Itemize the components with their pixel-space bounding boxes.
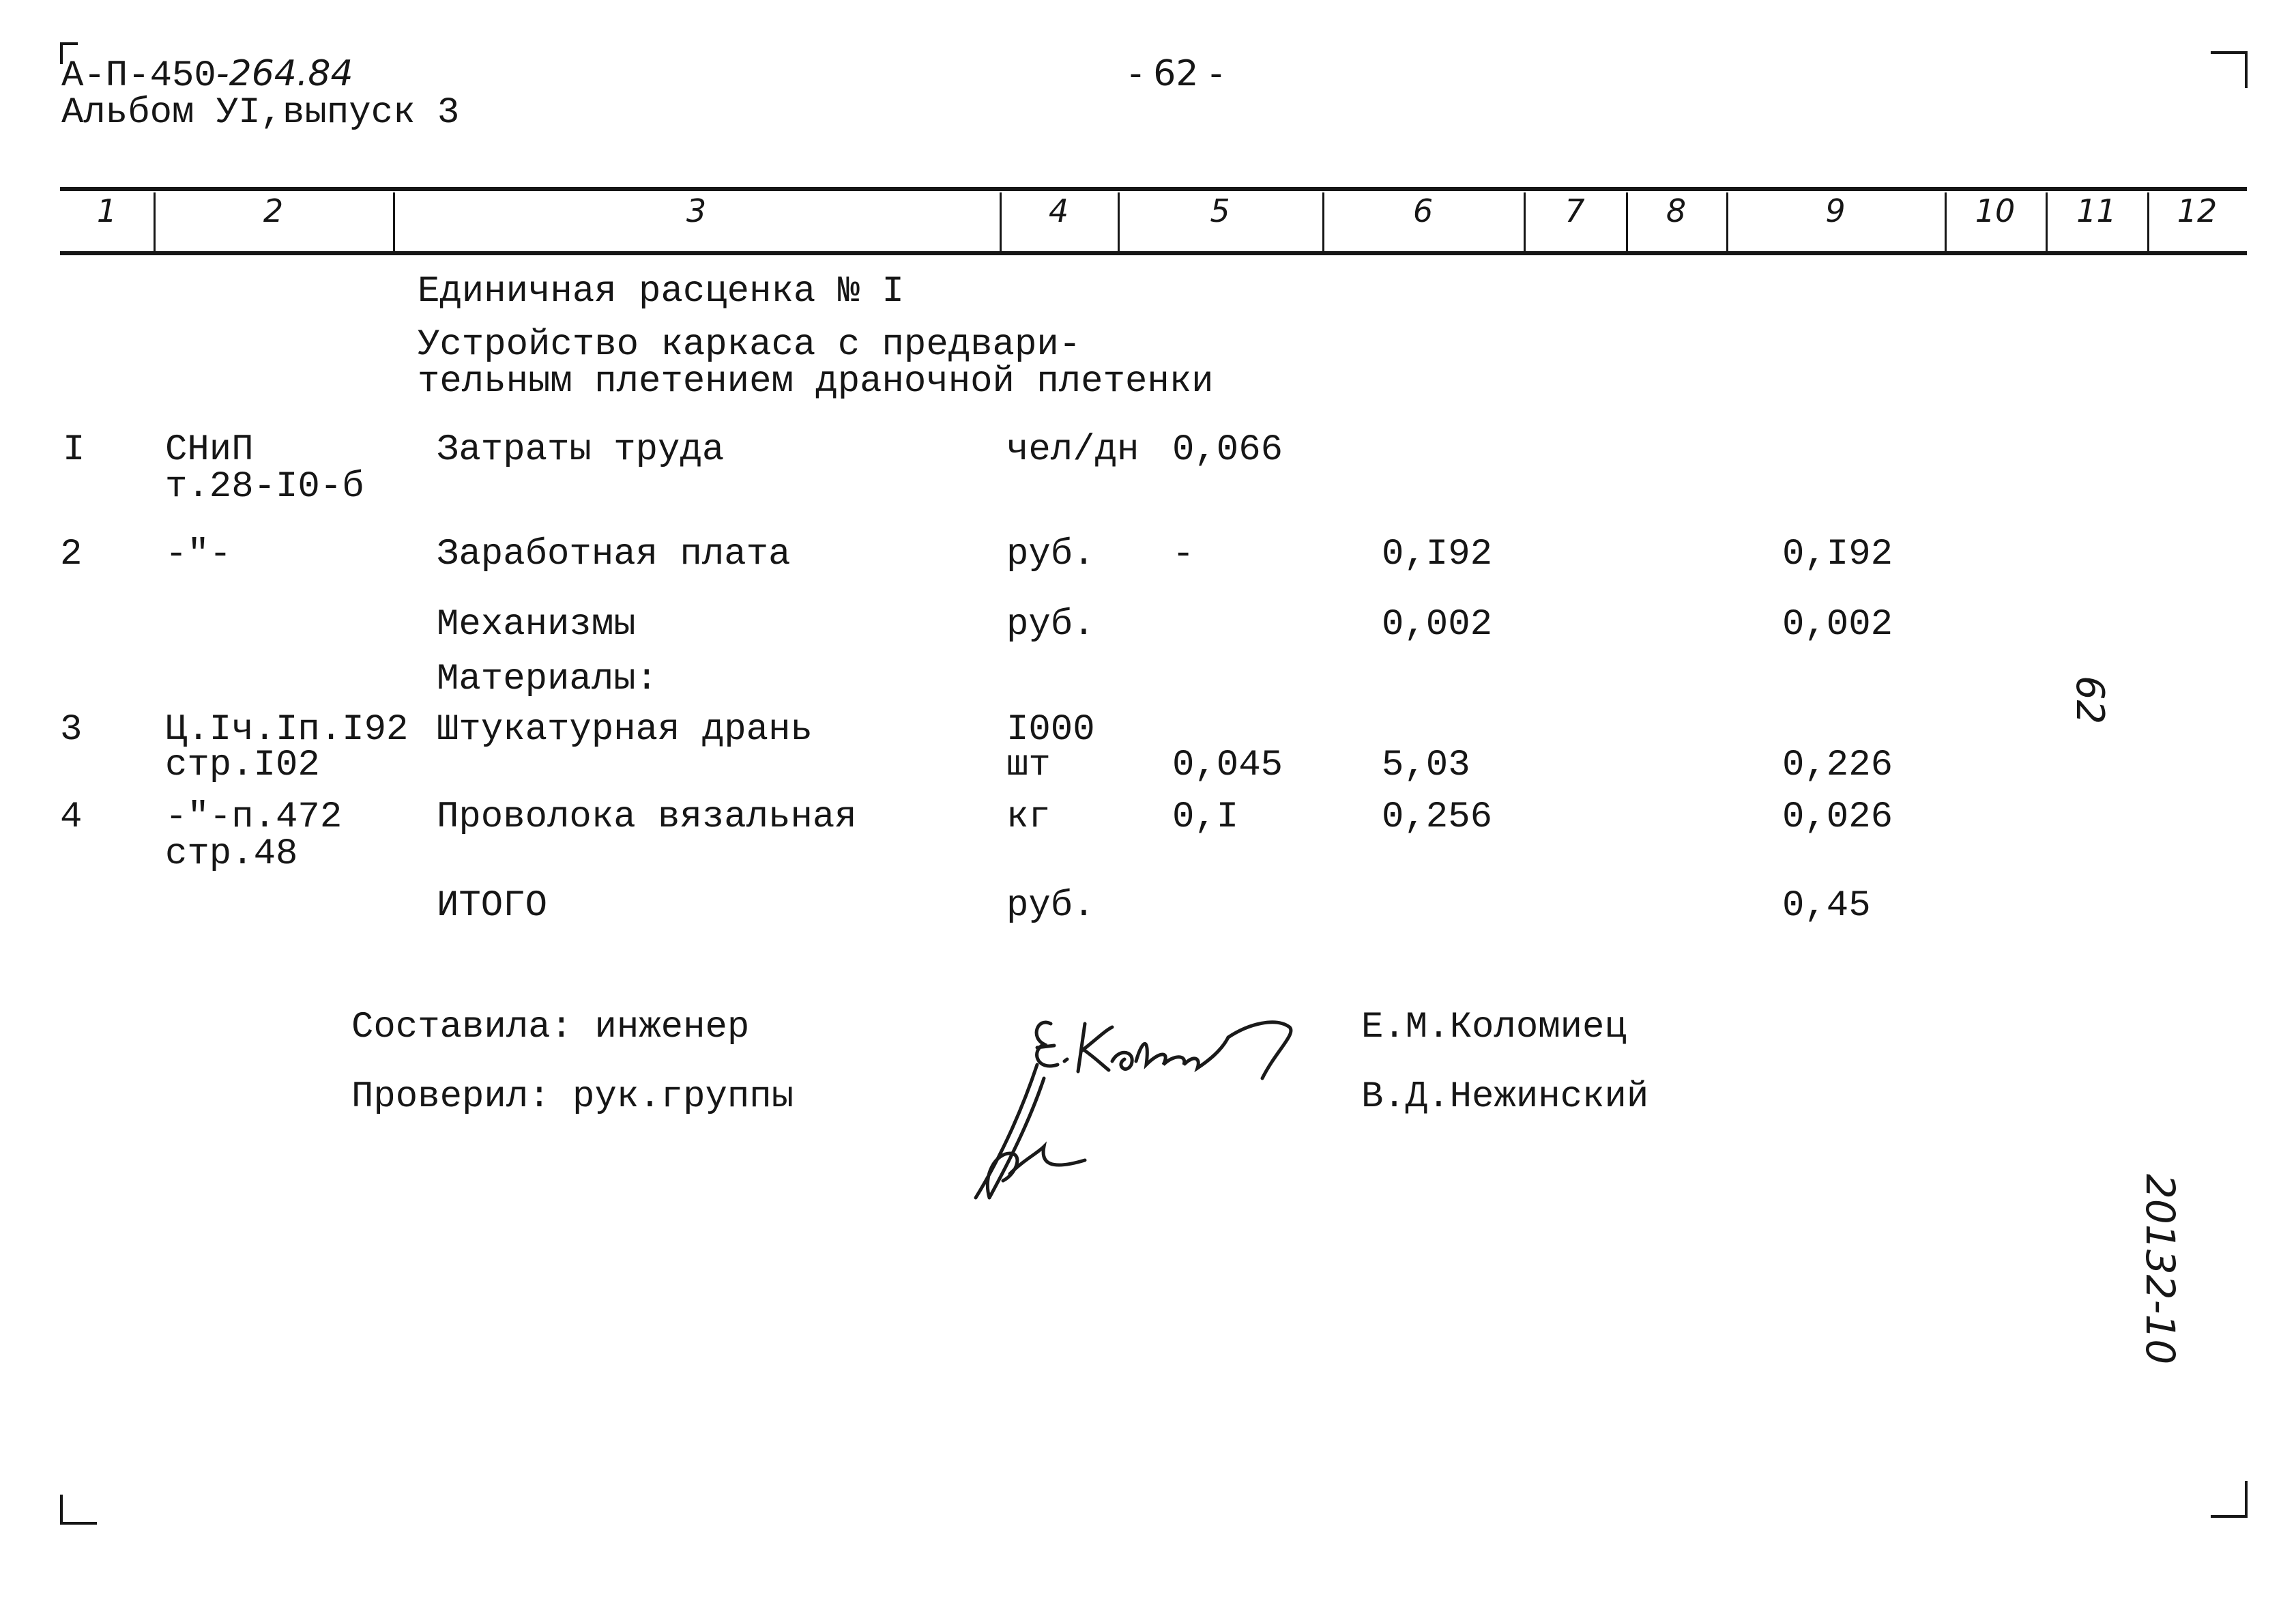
row-unit-line2: шт [1006,745,1051,786]
column-number: 5 [1210,192,1230,229]
column-number: 2 [263,192,284,229]
row-quantity: 0,I [1172,796,1239,838]
row-unit: руб. [1006,534,1095,575]
column-number: 12 [2177,192,2218,229]
document-code-handwritten: -264.84 [216,53,353,94]
column-number: 10 [1975,192,2016,229]
section-title: Единичная расценка № I [418,271,904,313]
section-subtitle-line2: тельным плетением драночной плетенки [418,361,1214,403]
row-reference: Ц.Iч.Iп.I92 [165,709,409,751]
column-number: 3 [686,192,707,229]
corner-mark-bottom-left [60,1495,97,1525]
column-number: 11 [2076,192,2117,229]
column-number: 1 [96,192,117,229]
row-unit: кг [1006,796,1051,838]
corner-mark-top-right [2211,51,2248,88]
document-code-typed: А-П-450 [61,55,216,97]
column-number: 4 [1048,192,1069,229]
row-total: 0,I92 [1782,534,1893,575]
row-name: Заработная плата [437,534,791,575]
album-label: Альбом УI,выпуск 3 [61,92,460,134]
row-name: ИТОГО [437,885,548,927]
row-reference: СНиП [165,429,254,471]
corner-mark-bottom-right [2211,1481,2248,1518]
row-price: 0,I92 [1382,534,1493,575]
row-unit: руб. [1006,885,1095,927]
table-top-rule [60,187,2247,191]
row-name: Проволока вязальная [437,796,857,838]
row-total: 0,026 [1782,796,1893,838]
row-reference: -"- [165,534,232,575]
row-name: Затраты труда [437,429,725,471]
row-name: Материалы: [437,659,658,700]
row-reference-line2: стр.I02 [165,745,320,786]
row-number: I [63,429,85,471]
row-unit: руб. [1006,604,1095,646]
row-name: Штукатурная дрань [437,709,813,751]
table-header-bottom-rule [60,251,2247,255]
row-reference-line2: стр.48 [165,833,298,875]
compiled-by-name: Е.М.Коломиец [1361,1007,1627,1048]
section-subtitle-line1: Устройство каркаса с предвари- [418,324,1081,366]
row-quantity: 0,066 [1172,429,1283,471]
column-number: 6 [1412,192,1434,229]
column-number: 9 [1825,192,1846,229]
row-number: 4 [60,796,83,838]
column-number: 8 [1666,192,1687,229]
row-number: 3 [60,709,83,751]
row-unit: чел/дн [1006,429,1139,471]
row-reference: -"-п.472 [165,796,343,838]
column-number: 7 [1565,192,1585,229]
row-price: 0,002 [1382,604,1493,646]
document-code [61,55,353,96]
margin-page-number: 62 [2067,676,2112,725]
row-price: 5,03 [1382,745,1470,786]
checked-by-label: Проверил: рук.группы [351,1076,794,1118]
row-quantity: 0,045 [1172,745,1283,786]
signature-checker [962,1051,1119,1208]
row-quantity: - [1172,534,1195,575]
row-name: Механизмы [437,604,636,646]
row-number: 2 [60,534,83,575]
row-total: 0,002 [1782,604,1893,646]
row-total: 0,226 [1782,745,1893,786]
compiled-by-label: Составила: инженер [351,1007,750,1048]
page-number: - 62 - [1129,53,1223,94]
row-total: 0,45 [1782,885,1871,927]
checked-by-name: В.Д.Нежинский [1361,1076,1649,1118]
row-price: 0,256 [1382,796,1493,838]
row-reference-line2: т.28-I0-б [165,466,364,508]
margin-archive-number: 20132-10 [2137,1174,2183,1365]
row-unit: I000 [1006,709,1095,751]
